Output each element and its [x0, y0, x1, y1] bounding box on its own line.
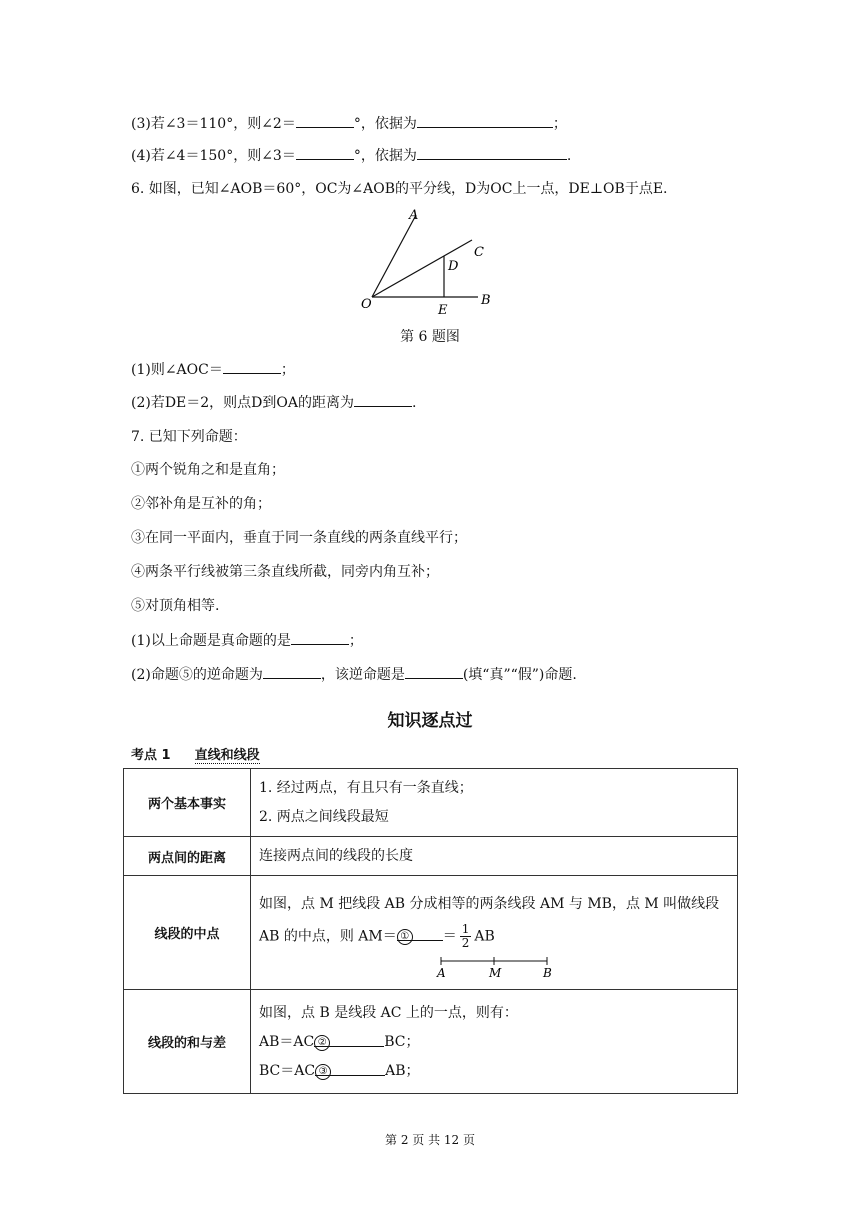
answer-blank[interactable] [291, 630, 349, 645]
angle-figure [360, 205, 500, 320]
kaodian-heading: 考点 1 直线和线段 [131, 748, 260, 763]
label-a: A [409, 208, 419, 223]
table-row: 两点间的距离 连接两点间的线段的长度 [124, 837, 738, 876]
proposition-item: ⑤对顶角相等. [131, 598, 220, 614]
q7-part2: (2)命题⑤的逆命题为 ，该逆命题是 (填“真”“假”)命题. [131, 664, 577, 685]
fraction: $\frac{1}{2}$ [461, 921, 470, 950]
figure-caption: 第 6 题图 [400, 329, 460, 345]
q5-part4: (4)若∠4＝150°，则∠3＝ °，依据为 . [131, 145, 571, 166]
q6-stem: 6. 如图，已知∠AOB＝60°，OC为∠AOB的平分线，D为OC上一点，DE⊥OB于点E. [131, 181, 668, 197]
label-o: O [361, 297, 372, 312]
row-header: 两点间的距离 [124, 837, 251, 876]
q6-part2: (2)若DE＝2，则点D到OA的距离为 . [131, 392, 416, 413]
row-header: 线段的和与差 [124, 990, 251, 1094]
knowledge-table [123, 768, 738, 1094]
q7-part1: (1)以上命题是真命题的是 ； [131, 630, 363, 651]
label-b: B [481, 293, 491, 308]
page-footer: 第 2 页 共 12 页 [385, 1133, 475, 1147]
proposition-item: ③在同一平面内，垂直于同一条直线的两条直线平行； [131, 530, 467, 546]
label-e: E [438, 303, 448, 318]
seg-label-b: B [543, 965, 552, 980]
label-c: C [474, 245, 484, 260]
answer-blank[interactable] [296, 113, 354, 128]
answer-blank[interactable] [417, 113, 553, 128]
row-header: 线段的中点 [124, 876, 251, 990]
q6-part1: (1)则∠AOC＝ ； [131, 359, 295, 380]
label-d: D [448, 259, 459, 274]
segment-figure [259, 955, 729, 981]
table-row: 线段的中点 如图，点 M 把线段 AB 分成相等的两条线段 AM 与 MB，点 M 叫做线段 AB 的中点，则 AM＝ ① ＝ $\frac{1}{2}$ AB A M B [124, 876, 738, 990]
answer-blank[interactable] [405, 664, 463, 679]
kaodian-topic: 直线和线段 [194, 748, 260, 763]
seg-label-m: M [489, 965, 502, 980]
answer-blank[interactable] [296, 145, 354, 160]
proposition-item: ④两条平行线被第三条直线所截，同旁内角互补； [131, 564, 439, 580]
answer-blank[interactable] [223, 359, 281, 374]
proposition-item: ②邻补角是互补的角； [131, 496, 271, 512]
seg-label-a: A [437, 965, 446, 980]
answer-blank[interactable] [354, 392, 412, 407]
q5-part3: (3)若∠3＝110°，则∠2＝ °，依据为 ； [131, 113, 567, 134]
section-title: 知识逐点过 [387, 711, 473, 731]
table-row: 两个基本事实 1. 经过两点，有且只有一条直线； 2. 两点之间线段最短 [124, 769, 738, 837]
q7-stem: 7. 已知下列命题： [131, 429, 247, 445]
proposition-item: ①两个锐角之和是直角； [131, 462, 285, 478]
answer-blank[interactable]: ② [314, 1032, 384, 1047]
answer-blank[interactable] [417, 145, 567, 160]
answer-blank[interactable]: ③ [315, 1061, 385, 1076]
answer-blank[interactable]: ① [397, 926, 443, 941]
row-header: 两个基本事实 [124, 769, 251, 837]
table-row: 线段的和与差 如图，点 B 是线段 AC 上的一点，则有： AB＝AC ② BC； BC＝AC ③ AB； [124, 990, 738, 1094]
answer-blank[interactable] [263, 664, 321, 679]
